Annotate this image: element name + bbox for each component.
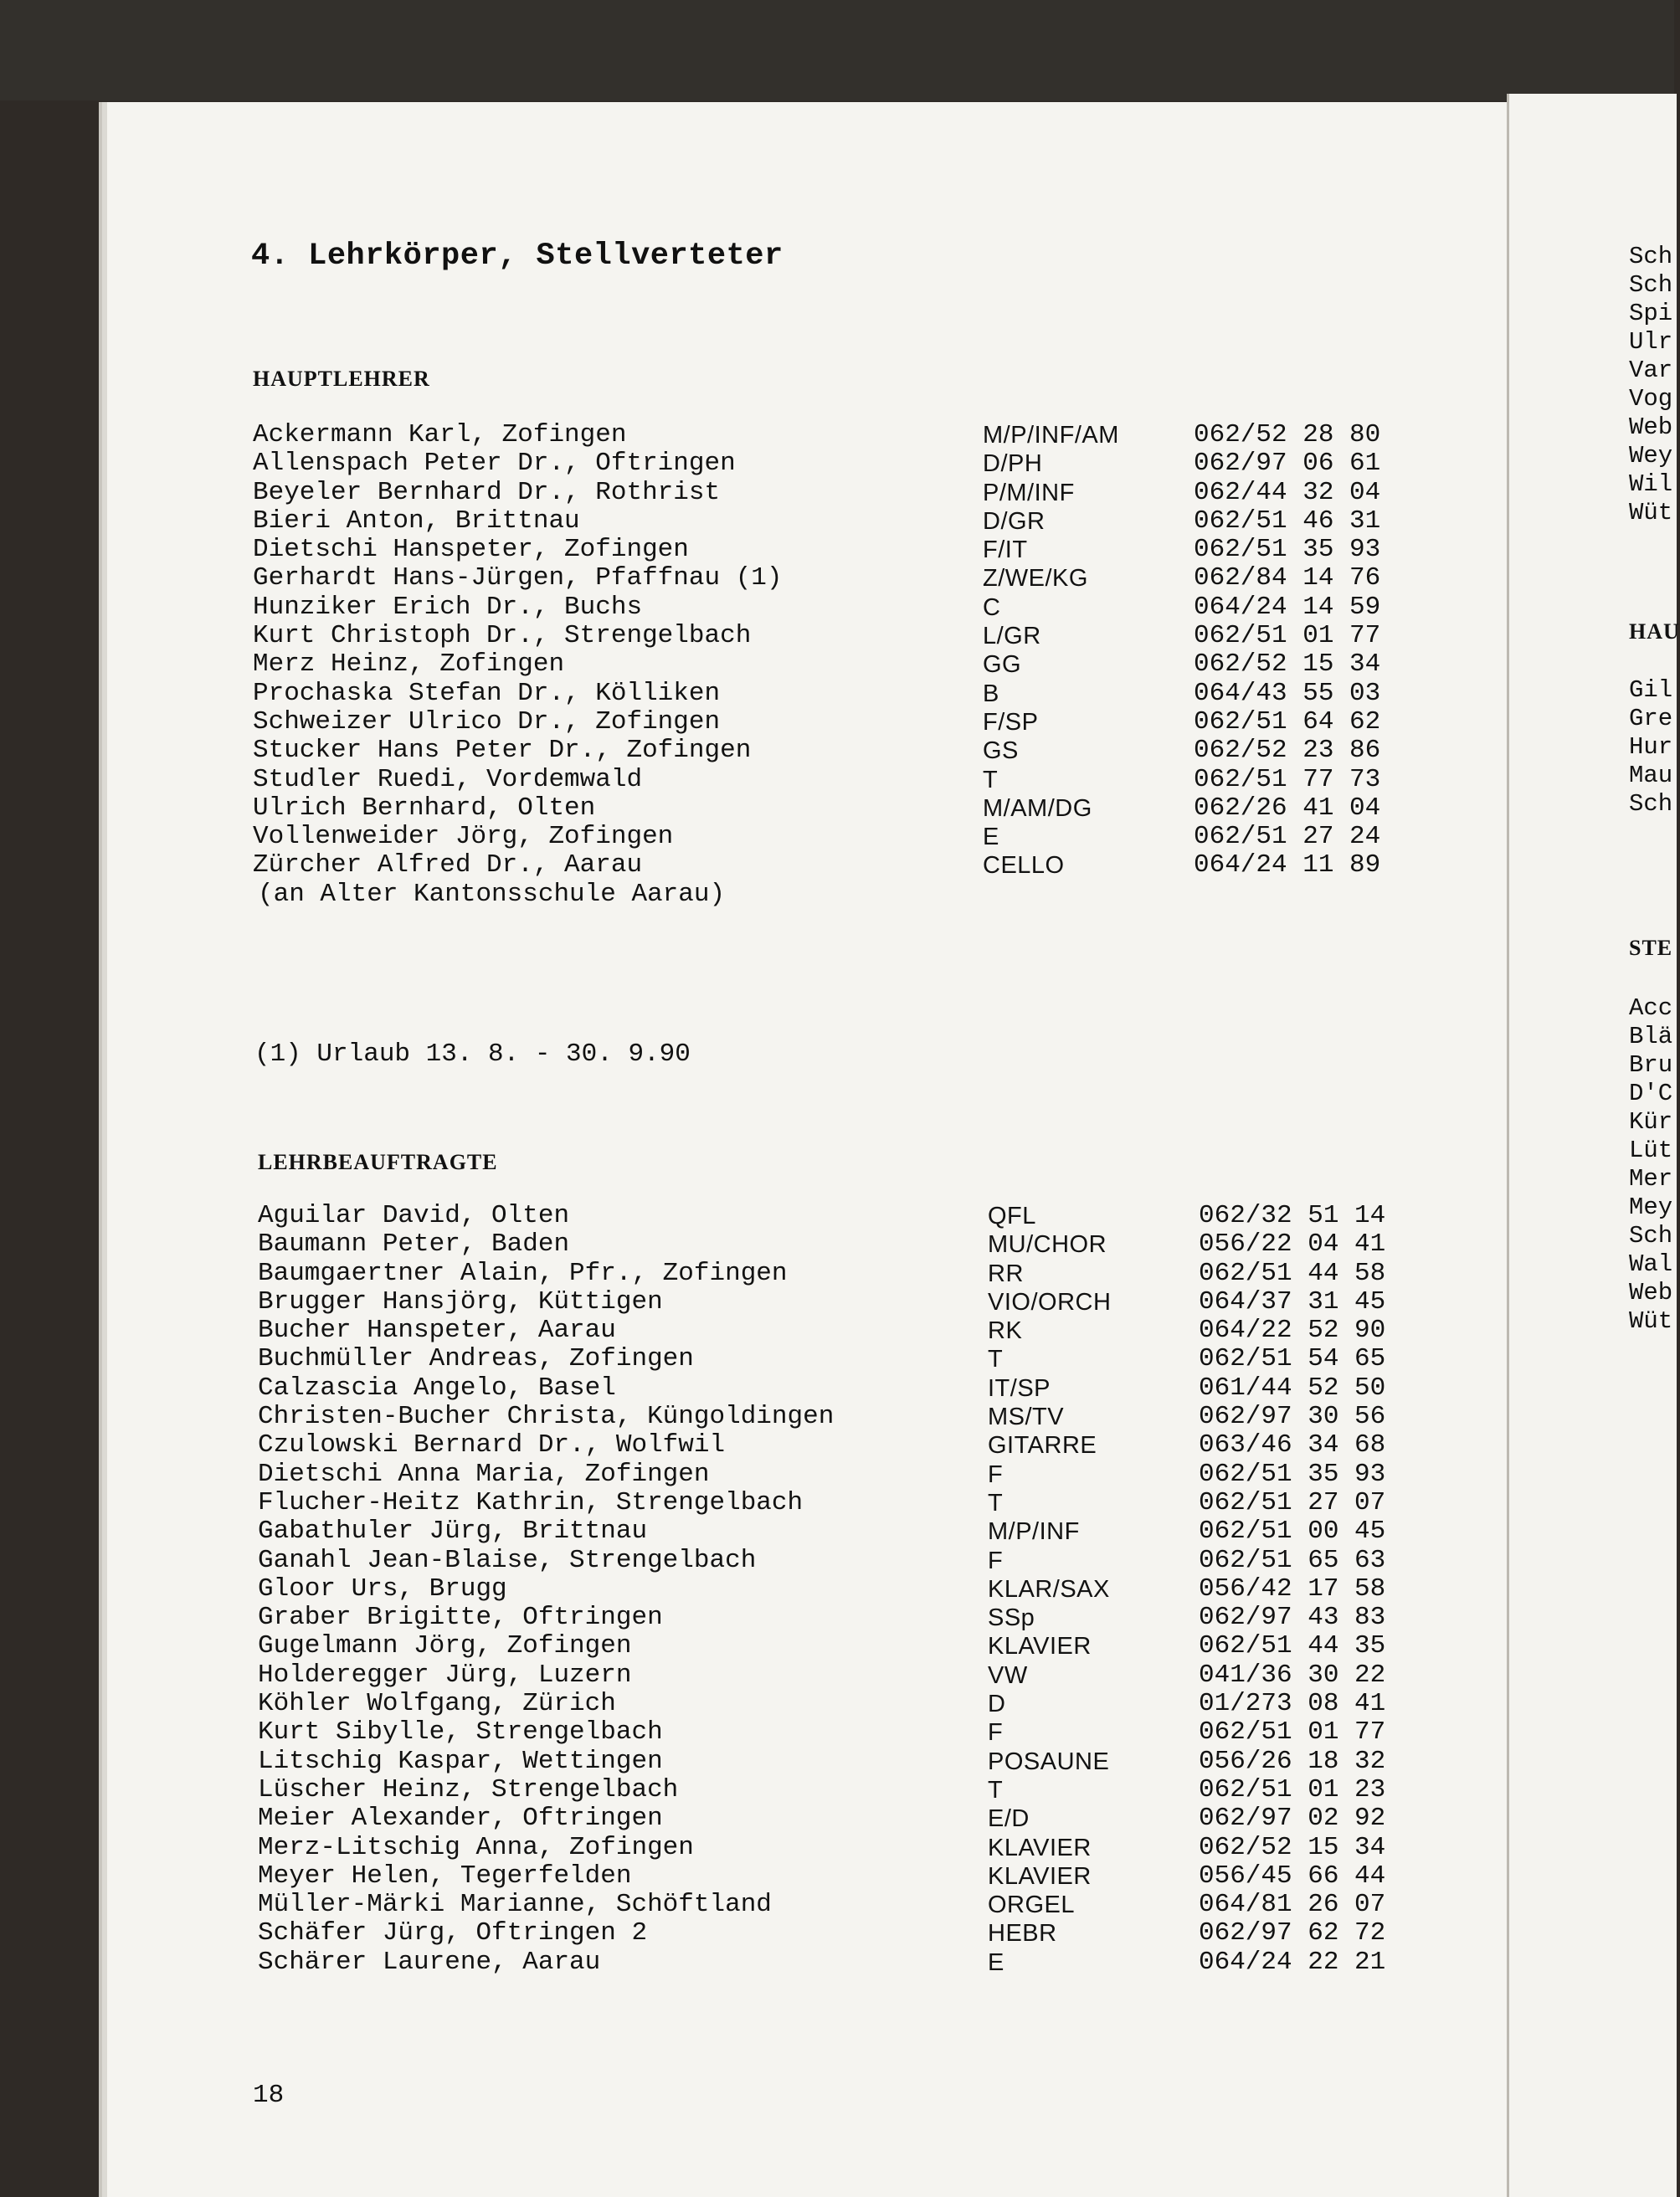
- subject-code: T: [988, 1776, 1004, 1804]
- teacher-name: Ackermann Karl, Zofingen: [253, 420, 627, 449]
- phone-number: 062/97 30 56: [1199, 1402, 1386, 1432]
- subject-code: GS: [983, 737, 1019, 765]
- phone-number: 062/52 15 34: [1194, 649, 1381, 680]
- teacher-name: Müller-Märki Marianne, Schöftland: [258, 1890, 772, 1920]
- phone-number: 062/44 32 04: [1194, 477, 1381, 507]
- phone-number: 062/97 43 83: [1199, 1603, 1386, 1633]
- phone-number: 056/45 66 44: [1199, 1861, 1386, 1891]
- phone-number: 062/84 14 76: [1194, 563, 1381, 593]
- subject-code: D/GR: [983, 507, 1046, 535]
- phone-number: 041/36 30 22: [1199, 1660, 1386, 1690]
- subject-code: RK: [988, 1317, 1023, 1345]
- phone-number: 062/97 62 72: [1199, 1918, 1386, 1948]
- phone-number: 062/52 28 80: [1194, 420, 1381, 449]
- subject-code: IT/SP: [988, 1374, 1051, 1402]
- subject-code: F: [988, 1719, 1004, 1747]
- phone-number: 062/51 54 65: [1199, 1344, 1386, 1374]
- teacher-name: Bieri Anton, Brittnau: [253, 506, 580, 536]
- phone-number: 062/51 65 63: [1199, 1545, 1386, 1575]
- teacher-name: Meyer Helen, Tegerfelden: [258, 1861, 632, 1891]
- teacher-name: Merz-Litschig Anna, Zofingen: [258, 1832, 694, 1862]
- subject-code: VIO/ORCH: [988, 1288, 1112, 1316]
- teacher-name: Bucher Hanspeter, Aarau: [258, 1316, 616, 1346]
- right-page-line: D'C: [1629, 1080, 1673, 1107]
- phone-number: 064/43 55 03: [1194, 678, 1381, 708]
- subject-code: P/M/INF: [983, 479, 1075, 506]
- teacher-name: Schweizer Ulrico Dr., Zofingen: [253, 706, 721, 737]
- subject-code: D/PH: [983, 450, 1043, 478]
- right-page-line: Acc: [1629, 994, 1673, 1022]
- subject-code: GG: [983, 651, 1022, 679]
- subject-code: E: [988, 1948, 1004, 1976]
- subject-code: E/D: [988, 1805, 1030, 1833]
- subject-code: T: [983, 766, 999, 793]
- phone-number: 064/81 26 07: [1199, 1890, 1386, 1920]
- subject-code: ORGEL: [988, 1892, 1076, 1919]
- teacher-name: Calzascia Angelo, Basel: [258, 1373, 616, 1403]
- teacher-name: (an Alter Kantonsschule Aarau): [258, 879, 726, 909]
- phone-number: 062/51 01 77: [1194, 621, 1381, 651]
- section-heading-lehrbeauftragte: LEHRBEAUFTRAGTE: [258, 1150, 498, 1174]
- teacher-name: Dietschi Anna Maria, Zofingen: [258, 1459, 710, 1489]
- right-page-heading: STE: [1629, 936, 1673, 960]
- teacher-name: Kurt Christoph Dr., Strengelbach: [253, 621, 752, 651]
- subject-code: MU/CHOR: [988, 1231, 1107, 1259]
- page-content: [107, 102, 1507, 2197]
- phone-number: 064/37 31 45: [1199, 1286, 1386, 1317]
- subject-code: SSp: [988, 1604, 1035, 1632]
- right-page-line: Sch: [1629, 243, 1673, 270]
- teacher-name: Schäfer Jürg, Oftringen 2: [258, 1918, 648, 1948]
- phone-number: 062/51 35 93: [1194, 535, 1381, 565]
- phone-number: 062/51 01 23: [1199, 1774, 1386, 1804]
- teacher-name: Studler Ruedi, Vordemwald: [253, 764, 643, 794]
- teacher-name: Brugger Hansjörg, Küttigen: [258, 1286, 663, 1317]
- right-page-line: Vog: [1629, 385, 1673, 413]
- subject-code: C: [983, 593, 1001, 621]
- subject-code: F/SP: [983, 708, 1039, 736]
- phone-number: 062/51 44 58: [1199, 1258, 1386, 1288]
- teacher-name: Buchmüller Andreas, Zofingen: [258, 1344, 694, 1374]
- subject-code: KLAVIER: [988, 1862, 1092, 1890]
- scan-background: [0, 0, 1674, 100]
- right-page-line: Blä: [1629, 1023, 1673, 1050]
- teacher-name: Lüscher Heinz, Strengelbach: [258, 1774, 679, 1804]
- subject-code: HEBR: [988, 1920, 1057, 1948]
- right-page-line: Mau: [1629, 762, 1673, 789]
- teacher-name: Kurt Sibylle, Strengelbach: [258, 1717, 663, 1748]
- teacher-name: Gerhardt Hans-Jürgen, Pfaffnau (1): [253, 563, 783, 593]
- subject-code: T: [988, 1346, 1004, 1373]
- teacher-name: Dietschi Hanspeter, Zofingen: [253, 535, 689, 565]
- phone-number: 056/22 04 41: [1199, 1229, 1386, 1260]
- phone-number: 062/52 15 34: [1199, 1832, 1386, 1862]
- phone-number: 056/26 18 32: [1199, 1746, 1386, 1776]
- right-page-line: Sch: [1629, 790, 1673, 818]
- teacher-name: Flucher-Heitz Kathrin, Strengelbach: [258, 1487, 804, 1517]
- right-page-line: Bru: [1629, 1051, 1673, 1079]
- phone-number: 062/51 64 62: [1194, 706, 1381, 737]
- subject-code: E: [983, 824, 999, 851]
- teacher-name: Allenspach Peter Dr., Oftringen: [253, 449, 736, 479]
- teacher-name: Czulowski Bernard Dr., Wolfwil: [258, 1430, 726, 1460]
- phone-number: 062/51 00 45: [1199, 1517, 1386, 1547]
- subject-code: RR: [988, 1260, 1024, 1287]
- phone-number: 064/24 14 59: [1194, 592, 1381, 622]
- phone-number: 062/32 51 14: [1199, 1201, 1386, 1230]
- teacher-name: Zürcher Alfred Dr., Aarau: [253, 850, 643, 880]
- teacher-name: Merz Heinz, Zofingen: [253, 649, 565, 680]
- subject-code: QFL: [988, 1203, 1036, 1229]
- subject-code: VW: [988, 1661, 1028, 1689]
- subject-code: CELLO: [983, 852, 1065, 880]
- subject-code: M/AM/DG: [983, 794, 1092, 822]
- phone-number: 064/24 22 21: [1199, 1947, 1386, 1977]
- teacher-name: Gloor Urs, Brugg: [258, 1573, 507, 1604]
- right-page-line: Hur: [1629, 733, 1673, 761]
- phone-number: 062/51 27 24: [1194, 822, 1381, 852]
- right-page-line: Wüt: [1629, 499, 1673, 526]
- teacher-name: Baumgaertner Alain, Pfr., Zofingen: [258, 1258, 788, 1288]
- teacher-name: Stucker Hans Peter Dr., Zofingen: [253, 736, 752, 766]
- teacher-name: Gabathuler Jürg, Brittnau: [258, 1517, 648, 1547]
- right-page-line: Wey: [1629, 442, 1673, 470]
- phone-number: 062/51 77 73: [1194, 764, 1381, 794]
- phone-number: 062/51 46 31: [1194, 506, 1381, 536]
- phone-number: 062/97 06 61: [1194, 449, 1381, 479]
- subject-code: L/GR: [983, 623, 1041, 650]
- phone-number: 062/26 41 04: [1194, 793, 1381, 823]
- subject-code: KLAR/SAX: [988, 1575, 1110, 1603]
- footnote-urlaub: (1) Urlaub 13. 8. - 30. 9.90: [254, 1039, 691, 1069]
- right-page-line: Mey: [1629, 1193, 1673, 1221]
- right-page-line: Lüt: [1629, 1137, 1673, 1164]
- teacher-name: Baumann Peter, Baden: [258, 1229, 570, 1260]
- phone-number: 062/52 23 86: [1194, 736, 1381, 766]
- subject-code: M/P/INF/AM: [983, 422, 1119, 449]
- page-number: 18: [253, 2081, 285, 2110]
- phone-number: 062/97 02 92: [1199, 1804, 1386, 1834]
- subject-code: KLAVIER: [988, 1834, 1092, 1861]
- teacher-name: Ganahl Jean-Blaise, Strengelbach: [258, 1545, 757, 1575]
- teacher-name: Meier Alexander, Oftringen: [258, 1804, 663, 1834]
- teacher-name: Graber Brigitte, Oftringen: [258, 1603, 663, 1633]
- page-title: 4. Lehrkörper, Stellverteter: [251, 239, 783, 274]
- teacher-name: Köhler Wolfgang, Zürich: [258, 1689, 616, 1719]
- right-page-heading: HAU: [1629, 619, 1680, 644]
- page-left: [107, 102, 1507, 2197]
- teacher-name: Holderegger Jürg, Luzern: [258, 1660, 632, 1690]
- right-page-line: Web: [1629, 1279, 1673, 1306]
- subject-code: POSAUNE: [988, 1748, 1110, 1775]
- subject-code: T: [988, 1489, 1004, 1517]
- teacher-name: Hunziker Erich Dr., Buchs: [253, 592, 643, 622]
- teacher-name: Schärer Laurene, Aarau: [258, 1947, 601, 1977]
- right-page-line: Wüt: [1629, 1307, 1673, 1335]
- phone-number: 064/22 52 90: [1199, 1316, 1386, 1346]
- subject-code: F: [988, 1547, 1004, 1574]
- subject-code: D: [988, 1691, 1006, 1718]
- phone-number: 062/51 01 77: [1199, 1717, 1386, 1748]
- subject-code: KLAVIER: [988, 1633, 1092, 1661]
- right-page-line: Spi: [1629, 300, 1673, 327]
- teacher-name: Vollenweider Jörg, Zofingen: [253, 822, 674, 852]
- teacher-name: Christen-Bucher Christa, Küngoldingen: [258, 1402, 835, 1432]
- teacher-name: Prochaska Stefan Dr., Kölliken: [253, 678, 721, 708]
- phone-number: 061/44 52 50: [1199, 1373, 1386, 1403]
- right-page-line: Gil: [1629, 676, 1673, 704]
- teacher-name: Ulrich Bernhard, Olten: [253, 793, 596, 823]
- right-page-line: Web: [1629, 413, 1673, 441]
- phone-number: 062/51 44 35: [1199, 1631, 1386, 1661]
- section-heading-hauptlehrer: HAUPTLEHRER: [253, 367, 430, 391]
- teacher-name: Litschig Kaspar, Wettingen: [258, 1746, 663, 1776]
- right-page-line: Sch: [1629, 1222, 1673, 1250]
- subject-code: F/IT: [983, 536, 1028, 564]
- phone-number: 063/46 34 68: [1199, 1430, 1386, 1460]
- subject-code: M/P/INF: [988, 1518, 1080, 1546]
- right-page-line: Kür: [1629, 1108, 1673, 1136]
- phone-number: 01/273 08 41: [1199, 1689, 1386, 1719]
- subject-code: MS/TV: [988, 1404, 1065, 1431]
- teacher-name: Beyeler Bernhard Dr., Rothrist: [253, 477, 721, 507]
- right-page-line: Gre: [1629, 705, 1673, 732]
- right-page-line: Sch: [1629, 271, 1673, 299]
- subject-code: GITARRE: [988, 1432, 1097, 1460]
- subject-code: B: [983, 680, 999, 707]
- right-page-line: Ulr: [1629, 328, 1673, 356]
- right-page-line: Wil: [1629, 470, 1673, 498]
- right-page-line: Wal: [1629, 1250, 1673, 1278]
- teacher-name: Gugelmann Jörg, Zofingen: [258, 1631, 632, 1661]
- teacher-name: Aguilar David, Olten: [258, 1201, 570, 1230]
- subject-code: Z/WE/KG: [983, 565, 1088, 593]
- phone-number: 056/42 17 58: [1199, 1573, 1386, 1604]
- right-page-line: Var: [1629, 357, 1673, 384]
- subject-code: F: [988, 1460, 1004, 1488]
- phone-number: 062/51 27 07: [1199, 1487, 1386, 1517]
- phone-number: 062/51 35 93: [1199, 1459, 1386, 1489]
- right-page-line: Mer: [1629, 1165, 1673, 1193]
- phone-number: 064/24 11 89: [1194, 850, 1381, 880]
